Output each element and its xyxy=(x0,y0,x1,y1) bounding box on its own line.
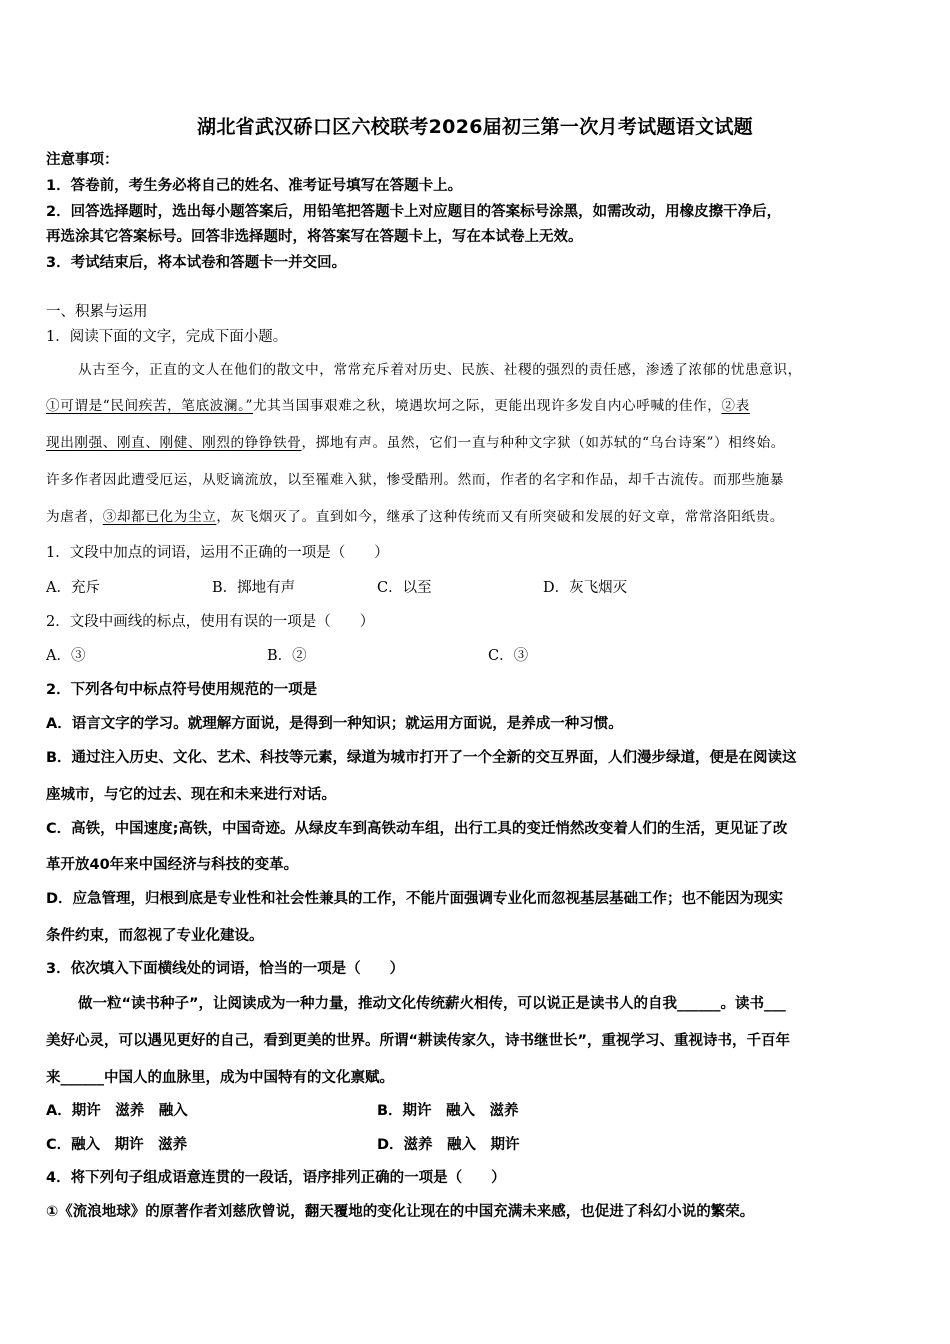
q3-stem: 3．依次填入下面横线处的词语，恰当的一项是（ ） xyxy=(46,961,405,977)
sub2-option-b[interactable]: B．② xyxy=(267,648,307,664)
q3-passage-3: 来______中国人的血脉里，成为中国特有的文化禀赋。 xyxy=(46,1070,394,1086)
underline-2: ②表 xyxy=(721,398,750,414)
sub1-option-c[interactable]: C．以至 xyxy=(377,580,432,596)
passage-line-3 xyxy=(46,433,785,453)
q3-passage-2: 美好心灵，可以遇见更好的自己，看到更美的世界。所谓“耕读传家久，诗书继世长”，重视学习、重视诗书，千百年 xyxy=(46,1033,791,1049)
sub1-option-d[interactable]: D．灰飞烟灭 xyxy=(543,580,628,596)
sub2-option-a[interactable]: A．③ xyxy=(46,648,86,664)
underline-1: ①可谓是“民间疾苦，笔底波澜。” xyxy=(46,398,254,414)
q2-option-a[interactable]: A．语言文字的学习。就理解方面说，是得到一种知识；就运用方面说，是养成一种习惯。 xyxy=(46,716,623,732)
passage-text: ，灰飞烟灭了。直到如今，继承了这种传统而又有所突破和发展的好文章，常常洛阳纸贵。 xyxy=(216,509,785,525)
notice-item-2a: 2．回答选择题时，选出每小题答案后，用铅笔把答题卡上对应题目的答案标号涂黑，如需改动，用橡皮擦干净后， xyxy=(46,204,782,220)
q2-option-c[interactable]: C．高铁，中国速度;高铁，中国奇迹。从绿皮车到高铁动车组，出行工具的变迁悄然改变着人们的生活，更见证了改 xyxy=(46,821,788,837)
q2-option-b[interactable]: B．通过注入历史、文化、艺术、科技等元素，绿道为城市打开了一个全新的交互界面，人们漫步绿道，便是在阅读这 xyxy=(46,750,797,766)
q2-option-c-cont: 革开放40年来中国经济与科技的变革。 xyxy=(46,857,299,873)
sub-question-2: 2．文段中画线的标点，使用有误的一项是（ ） xyxy=(46,614,375,630)
page-title: 湖北省武汉硚口区六校联考2026届初三第一次月考试题语文试题 xyxy=(197,116,753,138)
passage-text: 为虐者， xyxy=(46,509,103,525)
q3-option-c[interactable]: C．融入 期许 滋养 xyxy=(46,1137,188,1153)
sub1-option-b[interactable]: B．掷地有声 xyxy=(212,580,296,596)
q4-stem: 4．将下列句子组成语意连贯的一段话，语序排列正确的一项是（ ） xyxy=(46,1170,506,1186)
sub-question-1: 1．文段中加点的词语，运用不正确的一项是（ ） xyxy=(46,545,389,561)
passage-line-5 xyxy=(46,507,784,527)
q3-option-b[interactable]: B．期许 融入 滋养 xyxy=(377,1103,519,1119)
notice-item-3: 3．考试结束后，将本试卷和答题卡一并交回。 xyxy=(46,255,347,271)
q2-option-b-cont: 座城市，与它的过去、现在和未来进行对话。 xyxy=(46,787,336,803)
passage-text: ，掷地有声。虽然，它们一直与种种文字狱（如苏轼的“乌台诗案”）相终始。 xyxy=(301,435,785,451)
sub1-option-a[interactable]: A．充斥 xyxy=(46,580,100,596)
q3-option-d[interactable]: D．滋养 融入 期许 xyxy=(377,1137,520,1153)
underline-2-cont: 现出刚强、刚直、刚健、刚烈的铮铮铁骨 xyxy=(46,435,302,451)
q2-option-d-cont: 条件约束，而忽视了专业化建设。 xyxy=(46,928,264,944)
section-heading: 一、积累与运用 xyxy=(46,304,148,320)
sub2-option-c[interactable]: C．③ xyxy=(488,648,529,664)
passage-line-1: 从古至今，正直的文人在他们的散文中，常常充斥着对历史、民族、社稷的强烈的责任感，渗透了浓郁的忧患意识， xyxy=(78,362,802,378)
q1-stem: 1．阅读下面的文字，完成下面小题。 xyxy=(46,329,288,345)
q4-sentence-1: ①《流浪地球》的原著作者刘慈欣曾说，翻天覆地的变化让现在的中国充满未来感，也促进了科幻小说的繁荣。 xyxy=(46,1204,755,1220)
notice-item-2b: 再选涂其它答案标号。回答非选择题时，将答案写在答题卡上，写在本试卷上无效。 xyxy=(46,229,583,245)
underline-3: ③却都已化为尘立 xyxy=(102,509,217,525)
q3-option-a[interactable]: A．期许 滋养 融入 xyxy=(46,1103,188,1119)
notice-heading: 注意事项： xyxy=(46,152,119,168)
q2-stem: 2．下列各句中标点符号使用规范的一项是 xyxy=(46,682,318,698)
passage-line-2 xyxy=(46,396,750,416)
passage-line-4: 许多作者因此遭受厄运，从贬谪流放，以至罹难入狱，惨受酷刑。然而，作者的名字和作品，却千古流传。而那些施暴 xyxy=(46,472,785,488)
passage-text: 尤其当国事艰难之秋，境遇坎坷之际，更能出现许多发自内心呼喊的佳作， xyxy=(253,398,722,414)
q3-passage-1: 做一粒“读书种子”，让阅读成为一种力量，推动文化传统薪火相传，可以说正是读书人的自我______。读书___ xyxy=(78,996,786,1012)
notice-item-1: 1．答卷前，考生务必将自己的姓名、准考证号填写在答题卡上。 xyxy=(46,178,463,194)
q2-option-d[interactable]: D．应急管理，归根到底是专业性和社会性兼具的工作，不能片面强调专业化而忽视基层基础工作；也不能因为现实 xyxy=(46,891,784,907)
